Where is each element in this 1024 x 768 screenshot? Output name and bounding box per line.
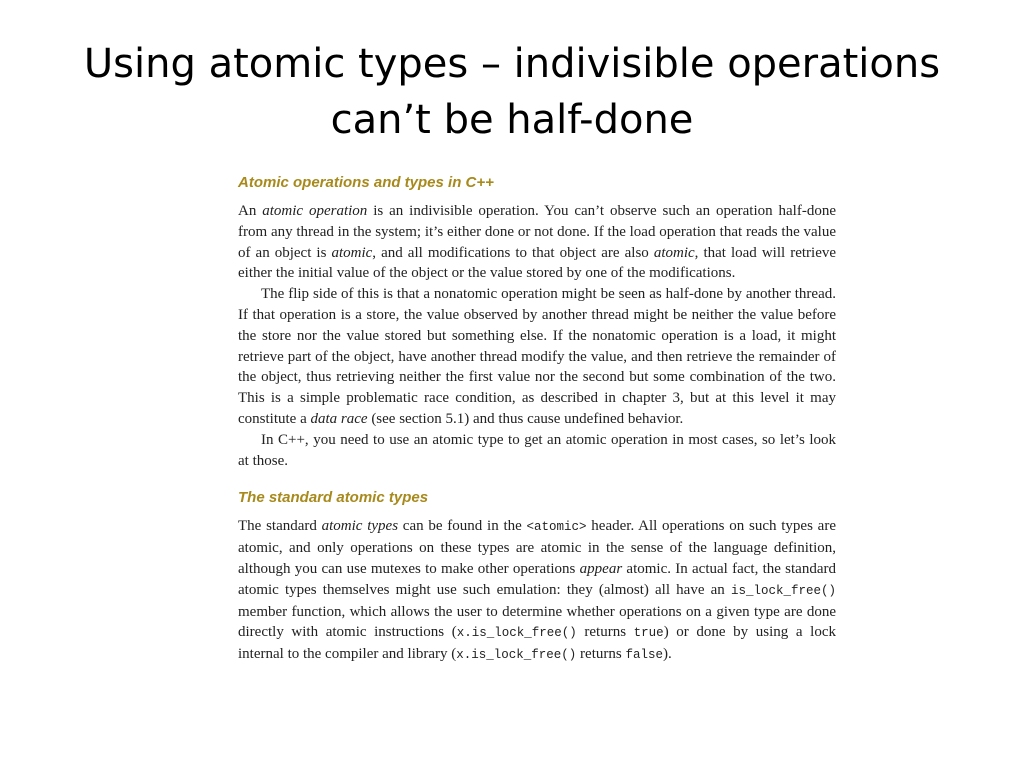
emphasis-run: atomic: [331, 244, 373, 261]
emphasis-run: atomic operation: [262, 203, 368, 219]
text-run: (see section 5.1) and thus cause undefined behavior.: [367, 410, 684, 427]
paragraph-nonatomic-operation: [238, 284, 836, 430]
text-run: returns: [576, 646, 626, 663]
text-run: , that load will retrieve either the initial value of the object or the value stored by one of the modifications.: [238, 244, 837, 282]
text-run: header. All operations on such types are atomic, and only operations on these types are atomic in the sense of the language definition, although you can use mutexes to make other operations: [238, 518, 836, 577]
text-run: returns: [576, 624, 634, 641]
paragraph-cpp-atomic-types: [238, 430, 836, 472]
text-run: member function, which allows the user to determine whether operations on a given type are done directly with atomic instructions (: [238, 603, 836, 641]
text-run: , and all modifications to that object are also: [372, 244, 654, 261]
text-run: atomic. In actual fact, the standard atomic types themselves might use such emulation: they (almost) all have an: [238, 560, 836, 598]
text-run: An: [238, 203, 263, 219]
text-run: is an indivisible operation. You can’t observe such an operation half-done from any thread in the system; it’s either done or not done. If the load operation that reads the value of an object is: [238, 203, 836, 261]
section-heading-standard-atomic-types: The standard atomic types: [238, 489, 429, 507]
code-run: true: [633, 626, 664, 641]
paragraph-atomic-operation-definition: [238, 201, 836, 284]
text-run: The flip side of this is that a nonatomic operation might be seen as half-done by another thread. If that operation is a store, the value observed by another thread might be neither the value before the store nor the value stored but something else. If the nonatomic operation is a load, it might retrieve part of the object, have another thread modify the value, and then retrieve the remainder of the object, thus retrieving neither the first value nor the second but some combination of the two. This is a simple problematic race condition, as described in chapter 3, but at this level it may constitute a: [238, 286, 836, 427]
code-run: x.is_lock_free(): [456, 626, 577, 641]
text-run: can be found in the: [398, 518, 527, 535]
code-run: false: [625, 648, 663, 663]
emphasis-run: data race: [310, 410, 368, 427]
emphasis-run: appear: [579, 560, 623, 577]
code-run: is_lock_free(): [730, 583, 836, 598]
paragraph-standard-atomic-types: [238, 516, 836, 666]
emphasis-run: atomic: [653, 244, 695, 261]
emphasis-run: atomic types: [321, 518, 399, 535]
section-heading-atomic-operations: Atomic operations and types in C++: [238, 174, 494, 191]
slide-title: Using atomic types – indivisible operations can’t be half-done: [83, 41, 941, 143]
text-run: ).: [662, 646, 672, 663]
code-run: x.is_lock_free(): [456, 648, 577, 663]
text-run: ) or done by using a lock internal to the compiler and library (: [238, 624, 837, 663]
book-excerpt: [238, 172, 836, 666]
text-run: In C++, you need to use an atomic type to get an atomic operation in most cases, so let’s look at those.: [238, 431, 836, 469]
text-run: The standard: [238, 518, 322, 535]
code-run: <atomic>: [526, 520, 587, 535]
